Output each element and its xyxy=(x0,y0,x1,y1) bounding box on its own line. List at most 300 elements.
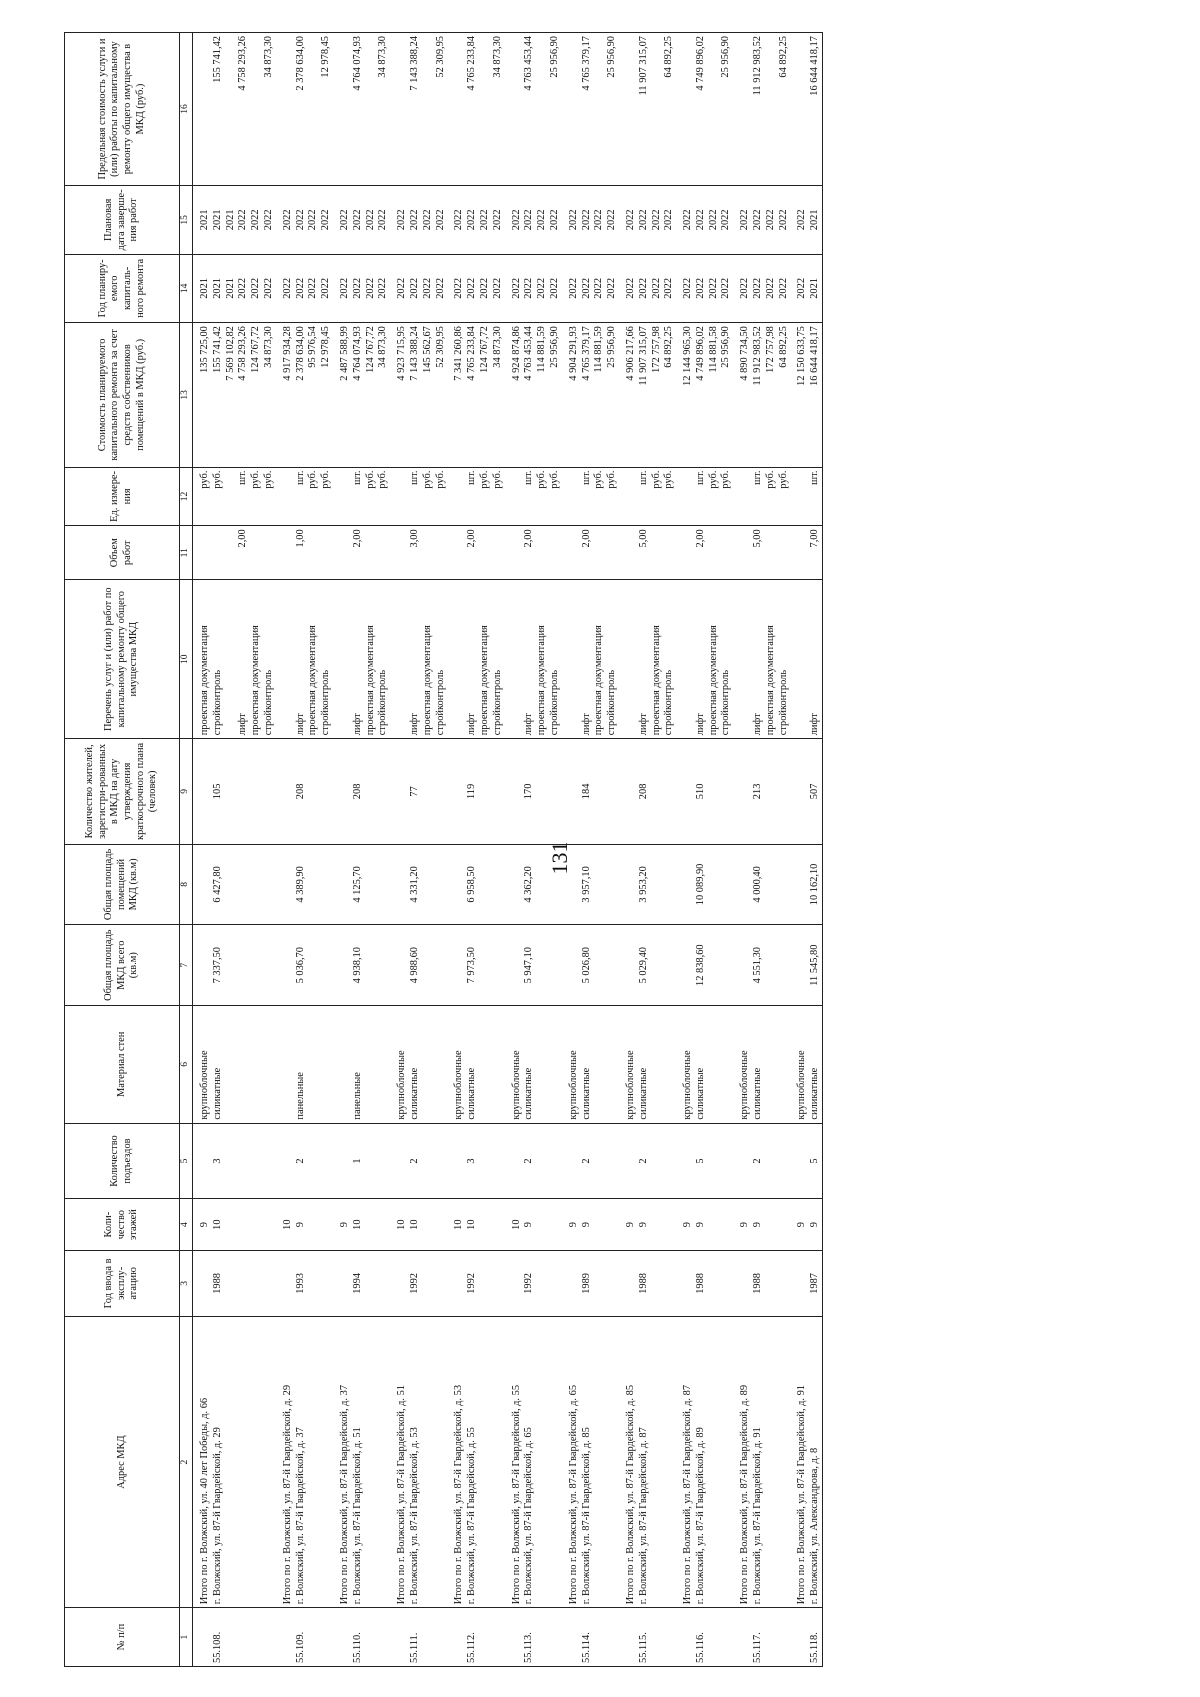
commission-year: 1988 xyxy=(211,1273,223,1294)
work-type: проектная документация xyxy=(707,625,719,736)
total-area-cell xyxy=(619,925,676,1006)
unit-cell xyxy=(390,467,447,526)
cost: 4 917 934,28 xyxy=(281,326,293,381)
premises-area: 4 362,20 xyxy=(523,866,535,903)
limit-cost: 52 309,95 xyxy=(434,36,446,78)
entrances: 3 xyxy=(211,1158,223,1164)
total-area xyxy=(396,928,409,1002)
unit xyxy=(511,471,524,523)
planned-year-cell xyxy=(276,254,333,323)
row-number: 55.115. xyxy=(637,1632,649,1663)
row-number xyxy=(396,1611,409,1663)
work-type xyxy=(568,583,581,735)
cost: 11 907 315,07 xyxy=(637,326,649,386)
planned-year: 2022 xyxy=(752,277,764,299)
limit-cost-cell xyxy=(676,33,733,186)
work-volume: 5,00 xyxy=(752,529,764,548)
work-type: стройконтроль xyxy=(548,669,560,736)
completion-date: 2022 xyxy=(523,209,535,231)
floors-cell xyxy=(733,1199,790,1250)
total-area-cell xyxy=(390,925,447,1006)
unit: шт. xyxy=(408,470,420,485)
planned-year: 2022 xyxy=(694,277,706,299)
work-volume xyxy=(422,529,435,576)
work-volume xyxy=(396,529,409,576)
completion-date: 2022 xyxy=(796,209,808,231)
cost: 64 892,25 xyxy=(777,326,789,368)
total-area-cell xyxy=(193,925,276,1006)
row-number xyxy=(739,1611,752,1663)
work-type: лифт xyxy=(466,713,478,736)
premises-area-cell xyxy=(505,844,562,925)
row-number-cell xyxy=(390,1608,447,1667)
cost-cell xyxy=(619,323,676,467)
residents-cell xyxy=(562,739,619,844)
floors: 10 xyxy=(453,1219,465,1230)
floors: 9 xyxy=(624,1222,636,1228)
floors: 10 xyxy=(396,1219,408,1230)
limit-cost: 11 912 983,52 xyxy=(752,36,764,96)
work-type: лифт xyxy=(408,713,420,736)
address: Итого по г. Волжский, ул. 87-й Гвардейской, д. 37 xyxy=(338,1384,350,1605)
premises-area: 3 957,10 xyxy=(580,866,592,903)
column-header: Количество подъездов xyxy=(65,1123,180,1199)
work-volume-cell xyxy=(790,526,822,580)
unit: руб. xyxy=(199,470,210,489)
column-number: 10 xyxy=(180,580,193,739)
cost: 16 644 418,17 xyxy=(809,326,821,386)
completion-date: 2022 xyxy=(536,209,548,231)
address: Итого по г. Волжский, ул. 40 лет Победы, д. 66 xyxy=(199,1397,210,1605)
wall-material: силикатные xyxy=(637,1067,649,1120)
premises-area xyxy=(339,848,352,922)
premises-area xyxy=(199,848,212,922)
completion-date: 2022 xyxy=(682,209,694,231)
cost: 124 767,72 xyxy=(250,326,262,373)
cost: 172 757,98 xyxy=(650,326,662,373)
completion-date: 2022 xyxy=(250,209,262,231)
limit-cost xyxy=(682,36,695,182)
column-number: 6 xyxy=(180,1006,193,1124)
row-number-cell xyxy=(193,1608,276,1667)
completion-date: 2022 xyxy=(624,209,636,231)
completion-date-cell xyxy=(733,186,790,255)
planned-year: 2022 xyxy=(320,277,332,299)
table-row xyxy=(619,33,676,1667)
table-body xyxy=(193,33,823,1667)
work-type-cell xyxy=(619,580,676,739)
completion-date: 2022 xyxy=(764,209,776,231)
completion-date: 2022 xyxy=(606,209,618,231)
entrances xyxy=(339,1127,352,1196)
address-cell xyxy=(676,1316,733,1607)
completion-date: 2022 xyxy=(548,209,560,231)
wall-material: силикатные xyxy=(211,1067,223,1120)
unit: руб. xyxy=(307,470,319,489)
unit-cell xyxy=(562,467,619,526)
row-number xyxy=(682,1611,695,1663)
cost-cell xyxy=(193,323,276,467)
work-volume-cell xyxy=(193,526,276,580)
commission-year: 1989 xyxy=(580,1273,592,1294)
work-type: стройконтроль xyxy=(663,669,675,736)
work-volume xyxy=(796,529,809,576)
work-volume: 2,00 xyxy=(523,529,535,548)
commission-year xyxy=(339,1254,352,1313)
address: Итого по г. Волжский, ул. 87-й Гвардейской, д. 29 xyxy=(281,1384,293,1605)
commission-year: 1988 xyxy=(752,1273,764,1294)
residents-cell xyxy=(619,739,676,844)
row-number xyxy=(453,1611,466,1663)
planned-year: 2022 xyxy=(237,277,249,299)
floors: 9 xyxy=(752,1222,764,1228)
column-header: Общая площадь МКД всего (кв.м) xyxy=(65,925,180,1006)
limit-cost: 7 143 388,24 xyxy=(408,36,420,91)
commission-year: 1992 xyxy=(466,1273,478,1294)
commission-year: 1988 xyxy=(694,1273,706,1294)
planned-year: 2022 xyxy=(338,277,350,299)
column-header: Количество жителей, зарегистри-рованных в МКД на дату утверждения краткосрочного плана (человек) xyxy=(65,739,180,844)
table-row xyxy=(390,33,447,1667)
limit-cost xyxy=(511,36,524,182)
work-type xyxy=(511,583,524,735)
planned-year: 2022 xyxy=(663,277,675,299)
premises-area: 4 000,40 xyxy=(752,866,764,903)
work-type: проектная документация xyxy=(650,625,662,736)
floors-cell xyxy=(193,1199,276,1250)
planned-year: 2022 xyxy=(510,277,522,299)
premises-area xyxy=(282,848,295,922)
completion-date: 2022 xyxy=(663,209,675,231)
work-type: лифт xyxy=(809,713,821,736)
work-volume: 2,00 xyxy=(237,529,249,548)
wall-material: силикатные xyxy=(523,1067,535,1120)
column-header: Перечень услуг и (или) работ по капитальному ремонту общего имущества МКД xyxy=(65,580,180,739)
planned-year: 2022 xyxy=(764,277,776,299)
unit: шт. xyxy=(351,470,363,485)
unit: руб. xyxy=(478,470,490,489)
planned-year-cell xyxy=(390,254,447,323)
work-type: проектная документация xyxy=(250,625,262,736)
residents xyxy=(396,742,409,840)
column-number: 1 xyxy=(180,1608,193,1667)
cost: 114 881,58 xyxy=(707,326,719,373)
completion-date: 2022 xyxy=(377,209,389,231)
work-volume-cell xyxy=(733,526,790,580)
address: г. Волжский, ул. 87-й Гвардейской, д. 87 xyxy=(637,1427,649,1605)
total-area-cell xyxy=(505,925,562,1006)
address-cell xyxy=(733,1316,790,1607)
work-volume xyxy=(479,529,492,576)
cost: 4 890 734,50 xyxy=(739,326,751,381)
unit: шт. xyxy=(694,470,706,485)
total-area xyxy=(796,928,809,1002)
address-cell xyxy=(505,1316,562,1607)
cost: 7 341 260,86 xyxy=(453,326,465,381)
work-type: стройконтроль xyxy=(777,669,789,736)
cost: 4 764 074,93 xyxy=(351,326,363,381)
cost: 34 873,30 xyxy=(491,326,503,368)
capital-repair-table xyxy=(64,32,1200,1667)
planned-year: 2022 xyxy=(624,277,636,299)
floors: 9 xyxy=(338,1222,350,1228)
limit-cost: 4 758 293,26 xyxy=(237,36,249,91)
work-volume-cell xyxy=(447,526,504,580)
column-number: 3 xyxy=(180,1250,193,1316)
premises-area-cell xyxy=(562,844,619,925)
wall-material: крупноблочные xyxy=(739,1050,751,1120)
entrances xyxy=(625,1127,638,1196)
total-area: 7 973,50 xyxy=(466,947,478,984)
cost: 4 904 291,93 xyxy=(567,326,579,381)
completion-date-cell xyxy=(790,186,822,255)
address: Итого по г. Волжский, ул. 87-й Гвардейской, д. 55 xyxy=(510,1384,522,1605)
limit-cost: 4 749 896,02 xyxy=(694,36,706,91)
row-number: 55.112. xyxy=(466,1632,478,1663)
limit-cost xyxy=(593,36,606,182)
entrances-cell xyxy=(562,1123,619,1199)
wall-material-cell xyxy=(333,1006,390,1124)
floors: 10 xyxy=(281,1219,293,1230)
wall-material-cell xyxy=(193,1006,276,1124)
planned-year: 2022 xyxy=(777,277,789,299)
address-cell xyxy=(193,1316,276,1607)
planned-year-cell xyxy=(790,254,822,323)
planned-year: 2022 xyxy=(478,277,490,299)
address: Итого по г. Волжский, ул. 87-й Гвардейской, д. 53 xyxy=(453,1384,465,1605)
commission-year-cell xyxy=(447,1250,504,1316)
limit-cost-cell xyxy=(333,33,390,186)
commission-year: 1994 xyxy=(351,1273,363,1294)
commission-year-cell xyxy=(790,1250,822,1316)
commission-year xyxy=(282,1254,295,1313)
planned-year: 2021 xyxy=(809,277,821,299)
work-volume-cell xyxy=(505,526,562,580)
completion-date: 2022 xyxy=(351,209,363,231)
premises-area-cell xyxy=(676,844,733,925)
wall-material-cell xyxy=(562,1006,619,1124)
commission-year-cell xyxy=(193,1250,276,1316)
residents-cell xyxy=(790,739,822,844)
cost: 25 956,90 xyxy=(606,326,618,368)
premises-area: 6 427,80 xyxy=(211,866,223,903)
planned-year-cell xyxy=(505,254,562,323)
work-volume xyxy=(606,529,619,576)
planned-year: 2022 xyxy=(796,277,808,299)
work-type: стройконтроль xyxy=(606,669,618,736)
work-type: лифт xyxy=(637,713,649,736)
unit xyxy=(225,471,238,523)
work-volume xyxy=(307,529,320,576)
unit xyxy=(625,471,638,523)
completion-date: 2022 xyxy=(434,209,446,231)
commission-year xyxy=(396,1254,409,1313)
column-number: 12 xyxy=(180,467,193,526)
residents: 119 xyxy=(466,783,478,799)
total-area xyxy=(453,928,466,1002)
work-type-cell xyxy=(193,580,276,739)
residents-cell xyxy=(333,739,390,844)
planned-year: 2022 xyxy=(491,277,503,299)
premises-area-cell xyxy=(390,844,447,925)
cost: 4 758 293,26 xyxy=(237,326,249,381)
total-area xyxy=(282,928,295,1002)
limit-cost xyxy=(396,36,409,182)
work-type-cell xyxy=(790,580,822,739)
unit: руб. xyxy=(548,470,560,489)
work-type-cell xyxy=(505,580,562,739)
work-volume xyxy=(568,529,581,576)
premises-area-cell xyxy=(733,844,790,925)
cost-cell xyxy=(790,323,822,467)
cost: 2 378 634,00 xyxy=(294,326,306,381)
limit-cost xyxy=(568,36,581,182)
unit-cell xyxy=(276,467,333,526)
row-number xyxy=(625,1611,638,1663)
total-area-cell xyxy=(447,925,504,1006)
completion-date: 2022 xyxy=(396,209,408,231)
wall-material: силикатные xyxy=(809,1067,821,1120)
limit-cost xyxy=(479,36,492,182)
work-type xyxy=(282,583,295,735)
completion-date: 2022 xyxy=(491,209,503,231)
address-cell xyxy=(619,1316,676,1607)
unit: шт. xyxy=(809,470,821,485)
commission-year xyxy=(796,1254,809,1313)
address: г. Волжский, ул. 87-й Гвардейской, д. 89 xyxy=(694,1427,706,1605)
work-type: лифт xyxy=(294,713,306,736)
premises-area: 4 331,20 xyxy=(408,866,420,903)
floors: 9 xyxy=(694,1222,706,1228)
wall-material: крупноблочные xyxy=(567,1050,579,1120)
wall-material: крупноблочные xyxy=(453,1050,465,1120)
row-number: 55.118. xyxy=(809,1632,821,1663)
unit-cell xyxy=(733,467,790,526)
premises-area: 4 389,90 xyxy=(294,866,306,903)
planned-year: 2022 xyxy=(682,277,694,299)
table-row xyxy=(505,33,562,1667)
column-number: 5 xyxy=(180,1123,193,1199)
planned-year: 2022 xyxy=(396,277,408,299)
premises-area xyxy=(511,848,524,922)
unit-cell xyxy=(333,467,390,526)
residents xyxy=(199,742,212,840)
planned-year: 2022 xyxy=(739,277,751,299)
completion-date: 2022 xyxy=(593,209,605,231)
limit-cost xyxy=(796,36,809,182)
completion-date: 2022 xyxy=(281,209,293,231)
commission-year-cell xyxy=(276,1250,333,1316)
residents xyxy=(568,742,581,840)
work-volume-cell xyxy=(619,526,676,580)
limit-cost: 64 892,25 xyxy=(777,36,789,78)
work-type: лифт xyxy=(694,713,706,736)
completion-date-cell xyxy=(619,186,676,255)
total-area: 5 036,70 xyxy=(294,947,306,984)
commission-year: 1987 xyxy=(809,1273,821,1294)
premises-area-cell xyxy=(447,844,504,925)
planned-year: 2022 xyxy=(351,277,363,299)
work-volume xyxy=(778,529,791,576)
premises-area xyxy=(682,848,695,922)
work-type-cell xyxy=(676,580,733,739)
planned-year: 2021 xyxy=(224,277,236,299)
unit: руб. xyxy=(536,470,548,489)
planned-year-cell xyxy=(733,254,790,323)
table-row xyxy=(447,33,504,1667)
cost: 4 763 453,44 xyxy=(523,326,535,381)
limit-cost: 25 956,90 xyxy=(720,36,732,78)
work-type: лифт xyxy=(752,713,764,736)
work-volume xyxy=(663,529,676,576)
premises-area xyxy=(796,848,809,922)
limit-cost: 12 978,45 xyxy=(320,36,332,78)
planned-year: 2022 xyxy=(580,277,592,299)
completion-date: 2022 xyxy=(453,209,465,231)
unit xyxy=(568,471,581,523)
total-area xyxy=(568,928,581,1002)
floors: 9 xyxy=(567,1222,579,1228)
work-volume xyxy=(212,529,225,576)
limit-cost-cell xyxy=(790,33,822,186)
premises-area: 3 953,20 xyxy=(637,866,649,903)
work-volume-cell xyxy=(390,526,447,580)
work-volume xyxy=(263,529,276,576)
address-cell xyxy=(790,1316,822,1607)
wall-material: крупноблочные xyxy=(510,1050,522,1120)
work-volume: 2,00 xyxy=(580,529,592,548)
limit-cost: 4 765 379,17 xyxy=(580,36,592,91)
entrances: 2 xyxy=(752,1158,764,1164)
entrances: 3 xyxy=(466,1158,478,1164)
cost: 11 912 983,52 xyxy=(752,326,764,386)
unit: руб. xyxy=(421,470,433,489)
work-type-cell xyxy=(276,580,333,739)
total-area xyxy=(339,928,352,1002)
completion-date: 2022 xyxy=(320,209,332,231)
wall-material: силикатные xyxy=(752,1067,764,1120)
column-number: 2 xyxy=(180,1316,193,1607)
residents xyxy=(739,742,752,840)
residents xyxy=(682,742,695,840)
address: г. Волжский, ул. 87-й Гвардейской, д. 65 xyxy=(523,1427,535,1605)
unit: шт. xyxy=(294,470,306,485)
entrances xyxy=(282,1127,295,1196)
premises-area-cell xyxy=(276,844,333,925)
total-area: 5 947,10 xyxy=(523,947,535,984)
residents-cell xyxy=(390,739,447,844)
work-volume: 1,00 xyxy=(294,529,306,548)
commission-year-cell xyxy=(390,1250,447,1316)
planned-year: 2022 xyxy=(377,277,389,299)
wall-material-cell xyxy=(676,1006,733,1124)
row-number-cell xyxy=(733,1608,790,1667)
work-type: проектная документация xyxy=(307,625,319,736)
commission-year: 1992 xyxy=(523,1273,535,1294)
unit: руб. xyxy=(211,470,223,489)
cost: 4 749 896,02 xyxy=(694,326,706,381)
work-type xyxy=(625,583,638,735)
work-type: стройконтроль xyxy=(434,669,446,736)
column-number: 15 xyxy=(180,186,193,255)
residents xyxy=(339,742,352,840)
completion-date-cell xyxy=(447,186,504,255)
premises-area-cell xyxy=(790,844,822,925)
work-volume xyxy=(625,529,638,576)
work-volume xyxy=(739,529,752,576)
wall-material-cell xyxy=(790,1006,822,1124)
cost: 4 924 874,86 xyxy=(510,326,522,381)
